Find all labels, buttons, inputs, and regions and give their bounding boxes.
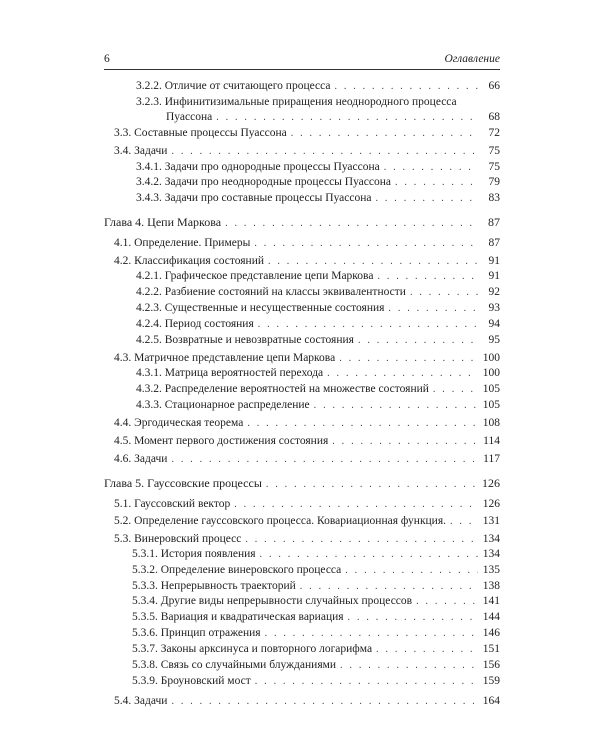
dot-leader xyxy=(410,285,478,300)
toc-entry-5-4[interactable] xyxy=(114,694,500,709)
toc-entry-4-2-1[interactable] xyxy=(136,269,500,284)
toc-entry-label: 5.3.1. История появления xyxy=(132,548,256,560)
dot-leader xyxy=(216,110,478,125)
toc-entry-3-2-3[interactable] xyxy=(136,95,500,110)
toc-entry-label: 5.3.5. Вариация и квадратическая вариация xyxy=(132,611,344,623)
toc-entry-page: 135 xyxy=(482,564,500,576)
toc-entry-5-3-6[interactable] xyxy=(132,626,500,641)
dot-leader xyxy=(300,579,478,594)
dot-leader xyxy=(376,642,478,657)
toc-entry-label: 5.4. Задачи xyxy=(114,695,168,707)
toc-entry-label: 3.4.2. Задачи про неоднородные процессы Пуассона xyxy=(136,176,391,188)
toc-entry-5-3-5[interactable] xyxy=(132,610,500,625)
toc-entry-5-3[interactable] xyxy=(114,532,500,547)
toc-entry-page: 92 xyxy=(488,286,500,298)
dot-leader xyxy=(327,366,478,381)
toc-entry-label: 4.2.4. Период состояния xyxy=(136,318,254,330)
toc-entry-3-4-3[interactable] xyxy=(136,191,500,206)
toc-entry-label: 4.6. Задачи xyxy=(114,453,168,465)
toc-entry-page: 146 xyxy=(482,627,500,639)
toc-entry-label: 3.4.3. Задачи про составные процессы Пуассона xyxy=(136,192,372,204)
toc-entry-label: 5.3.9. Броуновский мост xyxy=(132,675,251,687)
dot-leader xyxy=(433,382,478,397)
dot-leader xyxy=(266,477,478,492)
dot-leader xyxy=(171,452,478,467)
toc-entry-page: 93 xyxy=(488,302,500,314)
toc-entry-label: 4.3.2. Распределение вероятностей на множестве состояний xyxy=(136,383,429,395)
toc-entry-page: 141 xyxy=(482,595,500,607)
toc-entry-5-3-7[interactable] xyxy=(132,642,500,657)
toc-entry-5-3-2[interactable] xyxy=(132,563,500,578)
toc-chapter-label: Глава 4. Цепи Маркова xyxy=(104,215,222,229)
dot-leader xyxy=(254,236,478,251)
toc-entry-label: 4.4. Эргодическая теорема xyxy=(114,417,244,429)
toc-entry-4-3-1[interactable] xyxy=(136,366,500,381)
dot-leader xyxy=(450,514,478,529)
toc-entry-page: 75 xyxy=(488,145,500,157)
toc-entry-label: 4.3.3. Стационарное распределение xyxy=(136,399,310,411)
toc-entry-label: 5.3.3. Непрерывность траекторий xyxy=(132,580,296,592)
dot-leader xyxy=(416,594,478,609)
toc-entry-5-2[interactable] xyxy=(114,514,500,529)
dot-leader xyxy=(388,301,478,316)
table-of-contents xyxy=(104,0,500,750)
toc-entry-page: 87 xyxy=(488,215,500,229)
dot-leader xyxy=(384,160,478,175)
toc-entry-4-4[interactable] xyxy=(114,416,500,431)
toc-entry-page: 68 xyxy=(488,111,500,123)
toc-entry-label: 4.3.1. Матрица вероятностей перехода xyxy=(136,367,324,379)
toc-entry-page: 87 xyxy=(488,237,500,249)
toc-entry-label: 3.4. Задачи xyxy=(114,145,168,157)
toc-entry-3-4-2[interactable] xyxy=(136,175,500,190)
toc-chapter-5[interactable] xyxy=(104,476,500,492)
dot-leader xyxy=(376,191,479,206)
toc-entry-page: 144 xyxy=(482,611,500,623)
toc-entry-page: 126 xyxy=(482,498,500,510)
toc-entry-page: 94 xyxy=(488,318,500,330)
toc-entry-page: 117 xyxy=(483,453,500,465)
toc-entry-4-2[interactable] xyxy=(114,254,500,269)
toc-entry-4-3-2[interactable] xyxy=(136,382,500,397)
toc-entry-page: 114 xyxy=(483,435,500,447)
toc-entry-page: 105 xyxy=(482,399,500,411)
dot-leader xyxy=(340,658,478,673)
toc-entry-label: 4.2. Классификация состояний xyxy=(114,255,264,267)
toc-entry-label: 5.3. Винеровский процесс xyxy=(114,533,242,545)
toc-entry-label-line1: 3.2.3. Инфинитизимальные приращения неоднородного процесса xyxy=(136,96,457,108)
toc-entry-5-3-4[interactable] xyxy=(132,594,500,609)
dot-leader xyxy=(345,563,478,578)
toc-entry-page: 79 xyxy=(488,176,500,188)
toc-entry-page: 83 xyxy=(488,192,500,204)
toc-entry-page: 156 xyxy=(482,659,500,671)
dot-leader xyxy=(314,398,478,413)
toc-entry-label: 4.2.3. Существенные и несущественные состояния xyxy=(136,302,385,314)
toc-entry-3-2-2[interactable] xyxy=(136,79,500,94)
toc-entry-label: 4.5. Момент первого достижения состояния xyxy=(114,435,329,447)
toc-entry-page: 100 xyxy=(482,367,500,379)
dot-leader xyxy=(171,694,478,709)
toc-entry-4-3[interactable] xyxy=(114,351,500,366)
toc-entry-page: 66 xyxy=(488,80,500,92)
toc-entry-page: 131 xyxy=(482,515,500,527)
toc-entry-label: 4.3. Матричное представление цепи Маркова xyxy=(114,352,336,364)
toc-entry-label: 3.3. Составные процессы Пуассона xyxy=(114,127,287,139)
toc-entry-page: 151 xyxy=(482,643,500,655)
toc-entry-page: 75 xyxy=(488,161,500,173)
toc-entry-page: 138 xyxy=(482,580,500,592)
dot-leader xyxy=(255,674,478,689)
toc-entry-4-3-3[interactable] xyxy=(136,398,500,413)
dot-leader xyxy=(245,532,478,547)
toc-entry-4-2-4[interactable] xyxy=(136,317,500,332)
dot-leader xyxy=(258,317,478,332)
toc-entry-label: 3.4.1. Задачи про однородные процессы Пуассона xyxy=(136,161,380,173)
toc-entry-5-3-8[interactable] xyxy=(132,658,500,673)
toc-entry-label: 5.3.7. Законы арксинуса и повторного логарифма xyxy=(132,643,373,655)
toc-entry-page: 159 xyxy=(482,675,500,687)
toc-entry-page: 91 xyxy=(488,270,500,282)
toc-entry-3-3[interactable] xyxy=(114,126,500,141)
toc-entry-4-2-2[interactable] xyxy=(136,285,500,300)
dot-leader xyxy=(268,254,478,269)
toc-entry-page: 126 xyxy=(482,476,500,490)
toc-entry-3-4[interactable] xyxy=(114,144,500,159)
toc-entry-3-2-3-continued[interactable] xyxy=(166,110,500,125)
toc-entry-page: 105 xyxy=(482,383,500,395)
dot-leader xyxy=(260,547,478,562)
toc-chapter-label: Глава 5. Гауссовские процессы xyxy=(104,476,262,490)
toc-entry-3-4-1[interactable] xyxy=(136,160,500,175)
toc-entry-label: 5.3.4. Другие виды непрерывности случайных процессов xyxy=(132,595,413,607)
toc-entry-label: 5.3.8. Связь со случайными блужданиями xyxy=(132,659,337,671)
dot-leader xyxy=(171,144,478,159)
dot-leader xyxy=(377,269,478,284)
page-number: 6 xyxy=(104,53,110,65)
toc-entry-label: 4.2.1. Графическое представление цепи Маркова xyxy=(136,270,374,282)
toc-entry-4-2-3[interactable] xyxy=(136,301,500,316)
toc-entry-5-1[interactable] xyxy=(114,497,500,512)
toc-entry-4-1[interactable] xyxy=(114,236,500,251)
dot-leader xyxy=(247,416,478,431)
toc-entry-4-6[interactable] xyxy=(114,452,500,467)
toc-entry-5-3-3[interactable] xyxy=(132,579,500,594)
toc-entry-page: 100 xyxy=(482,352,500,364)
dot-leader xyxy=(265,626,478,641)
toc-entry-4-2-5[interactable] xyxy=(136,333,500,348)
dot-leader xyxy=(291,126,478,141)
toc-entry-page: 164 xyxy=(482,695,500,707)
toc-entry-label-line2: Пуассона xyxy=(166,111,213,123)
dot-leader xyxy=(334,79,478,94)
toc-entry-label: 4.1. Определение. Примеры xyxy=(114,237,251,249)
toc-entry-label: 5.1. Гауссовский вектор xyxy=(114,498,231,510)
dot-leader xyxy=(234,497,478,512)
toc-entry-5-3-9[interactable] xyxy=(132,674,500,689)
toc-entry-page: 72 xyxy=(488,127,500,139)
toc-entry-label: 5.2. Определение гауссовского процесса. Ковариационная функция. xyxy=(114,515,447,527)
toc-entry-label: 5.3.2. Определение винеровского процесса xyxy=(132,564,342,576)
toc-entry-label: 3.2.2. Отличие от считающего процесса xyxy=(136,80,331,92)
toc-entry-page: 134 xyxy=(482,548,500,560)
toc-entry-4-5[interactable] xyxy=(114,434,500,449)
toc-entry-5-3-1[interactable] xyxy=(132,547,500,562)
running-title: Оглавление xyxy=(444,53,500,65)
toc-entry-page: 95 xyxy=(488,334,500,346)
toc-entry-label: 4.2.5. Возвратные и невозвратные состояния xyxy=(136,334,354,346)
dot-leader xyxy=(395,175,478,190)
dot-leader xyxy=(339,351,478,366)
dot-leader xyxy=(348,610,478,625)
toc-entry-page: 108 xyxy=(482,417,500,429)
dot-leader xyxy=(332,434,478,449)
toc-chapter-4[interactable] xyxy=(104,215,500,231)
dot-leader xyxy=(225,216,478,231)
toc-entry-page: 134 xyxy=(482,533,500,545)
toc-entry-label: 4.2.2. Разбиение состояний на классы эквивалентности xyxy=(136,286,406,298)
toc-entry-page: 91 xyxy=(488,255,500,267)
toc-entry-label: 5.3.6. Принцип отражения xyxy=(132,627,261,639)
dot-leader xyxy=(358,333,478,348)
